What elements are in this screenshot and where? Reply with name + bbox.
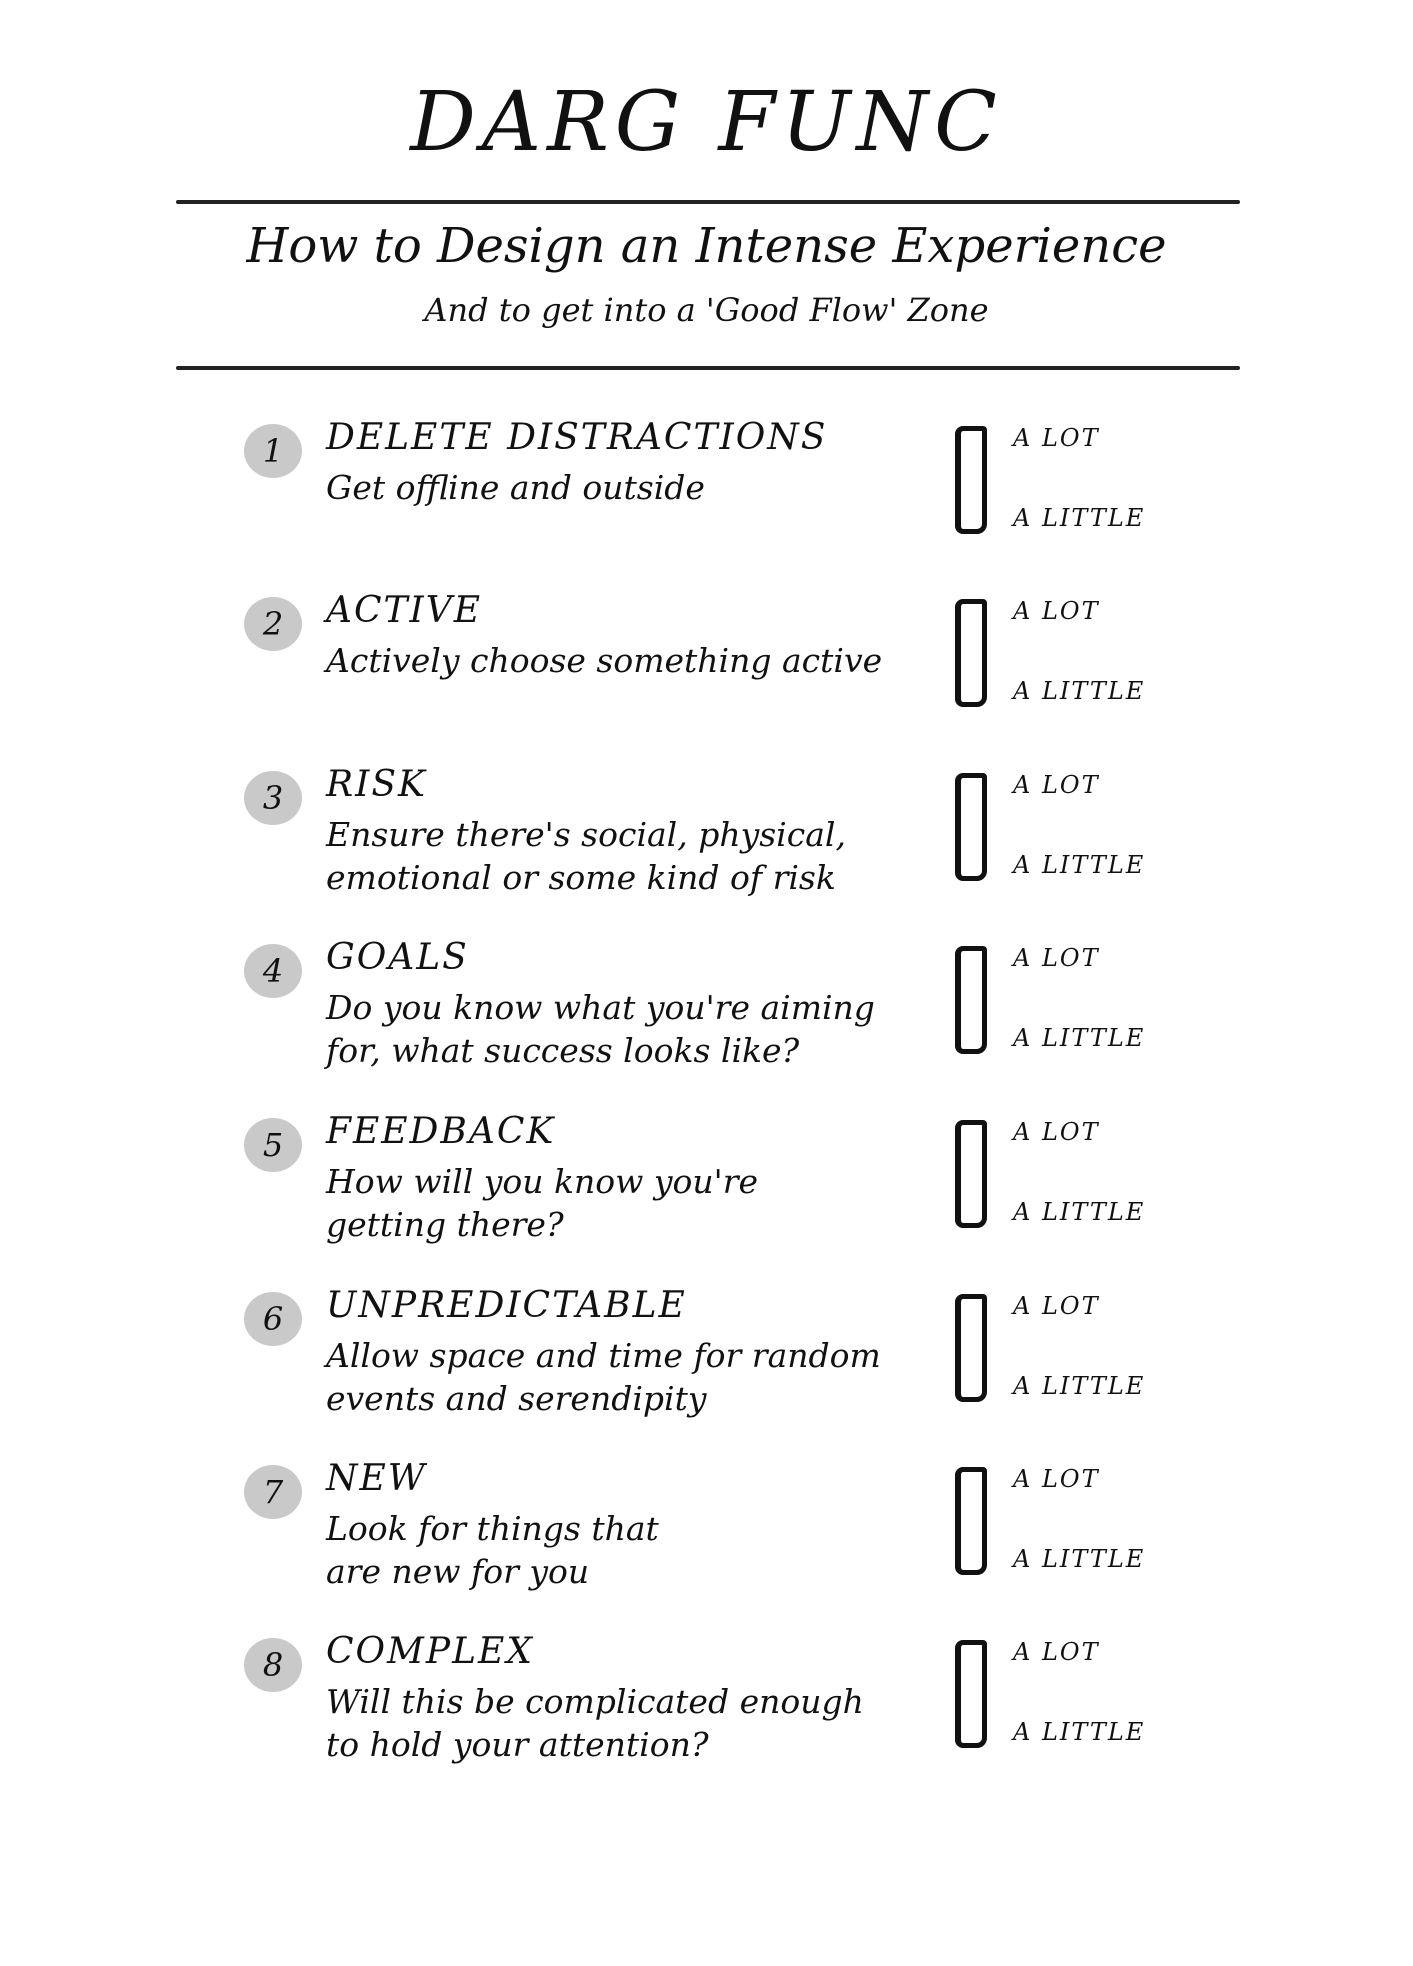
item-description	[326, 1680, 886, 1766]
rating-scale-bracket[interactable]	[955, 773, 987, 881]
bottom-divider	[176, 366, 1240, 370]
item-number-badge: 6	[244, 1292, 302, 1346]
page-title: DARG FUNC	[410, 75, 1003, 170]
item-description	[326, 986, 886, 1072]
item-description-line: Ensure there's social, physical,	[326, 815, 846, 854]
item-description-line: to hold your attention?	[326, 1725, 709, 1764]
checklist-item	[0, 1631, 1413, 1784]
item-heading: ACTIVE	[326, 590, 483, 631]
scale-label-a-lot: A LOT	[1013, 1292, 1100, 1320]
subtitle: How to Design an Intense Experience	[246, 218, 1167, 274]
item-description-line: Get offline and outside	[326, 468, 705, 507]
item-description-line: Will this be complicated enough	[326, 1682, 864, 1721]
item-heading: UNPREDICTABLE	[326, 1285, 687, 1326]
checklist-item	[0, 937, 1413, 1090]
scale-label-a-little: A LITTLE	[1013, 1545, 1146, 1573]
rating-scale-bracket[interactable]	[955, 1640, 987, 1748]
scale-label-a-little: A LITTLE	[1013, 1198, 1146, 1226]
tagline: And to get into a 'Good Flow' Zone	[424, 291, 989, 329]
checklist-item	[0, 1111, 1413, 1264]
scale-label-a-little: A LITTLE	[1013, 1024, 1146, 1052]
top-divider	[176, 200, 1240, 204]
item-description-line: are new for you	[326, 1552, 590, 1591]
scale-label-a-little: A LITTLE	[1013, 851, 1146, 879]
scale-label-a-lot: A LOT	[1013, 944, 1100, 972]
item-number-badge: 7	[244, 1465, 302, 1519]
item-heading: FEEDBACK	[326, 1111, 556, 1152]
item-number-badge: 8	[244, 1638, 302, 1692]
item-number-badge: 3	[244, 771, 302, 825]
item-description-line: Look for things that	[326, 1509, 659, 1548]
item-description	[326, 1507, 886, 1593]
item-number-badge: 2	[244, 597, 302, 651]
scale-label-a-lot: A LOT	[1013, 424, 1100, 452]
item-description-line: Actively choose something active	[326, 641, 883, 680]
scale-label-a-little: A LITTLE	[1013, 677, 1146, 705]
scale-label-a-little: A LITTLE	[1013, 504, 1146, 532]
rating-scale-bracket[interactable]	[955, 1120, 987, 1228]
scale-label-a-lot: A LOT	[1013, 771, 1100, 799]
item-description	[326, 1160, 886, 1246]
item-heading: DELETE DISTRACTIONS	[326, 417, 828, 458]
item-description-line: for, what success looks like?	[326, 1031, 800, 1070]
item-description-line: Do you know what you're aiming	[326, 988, 875, 1027]
item-description-line: getting there?	[326, 1205, 564, 1244]
item-description	[326, 813, 886, 899]
item-description	[326, 466, 886, 509]
rating-scale-bracket[interactable]	[955, 946, 987, 1054]
checklist-item	[0, 590, 1413, 743]
item-number-badge: 4	[244, 944, 302, 998]
item-heading: RISK	[326, 764, 427, 805]
scale-label-a-little: A LITTLE	[1013, 1372, 1146, 1400]
checklist-item	[0, 764, 1413, 917]
scale-label-a-lot: A LOT	[1013, 1638, 1100, 1666]
scale-label-a-lot: A LOT	[1013, 597, 1100, 625]
item-description-line: events and serendipity	[326, 1379, 707, 1418]
item-description-line: emotional or some kind of risk	[326, 858, 836, 897]
item-number-badge: 5	[244, 1118, 302, 1172]
item-heading: COMPLEX	[326, 1631, 534, 1672]
item-heading: NEW	[326, 1458, 427, 1499]
item-description-line: How will you know you're	[326, 1162, 759, 1201]
rating-scale-bracket[interactable]	[955, 426, 987, 534]
item-description	[326, 1334, 886, 1420]
scale-label-a-lot: A LOT	[1013, 1465, 1100, 1493]
item-description-line: Allow space and time for random	[326, 1336, 881, 1375]
scale-label-a-lot: A LOT	[1013, 1118, 1100, 1146]
item-number-badge: 1	[244, 424, 302, 478]
rating-scale-bracket[interactable]	[955, 599, 987, 707]
checklist-item	[0, 1285, 1413, 1438]
rating-scale-bracket[interactable]	[955, 1467, 987, 1575]
rating-scale-bracket[interactable]	[955, 1294, 987, 1402]
scale-label-a-little: A LITTLE	[1013, 1718, 1146, 1746]
item-description	[326, 639, 886, 682]
checklist-item	[0, 1458, 1413, 1611]
item-heading: GOALS	[326, 937, 469, 978]
checklist-item	[0, 417, 1413, 570]
